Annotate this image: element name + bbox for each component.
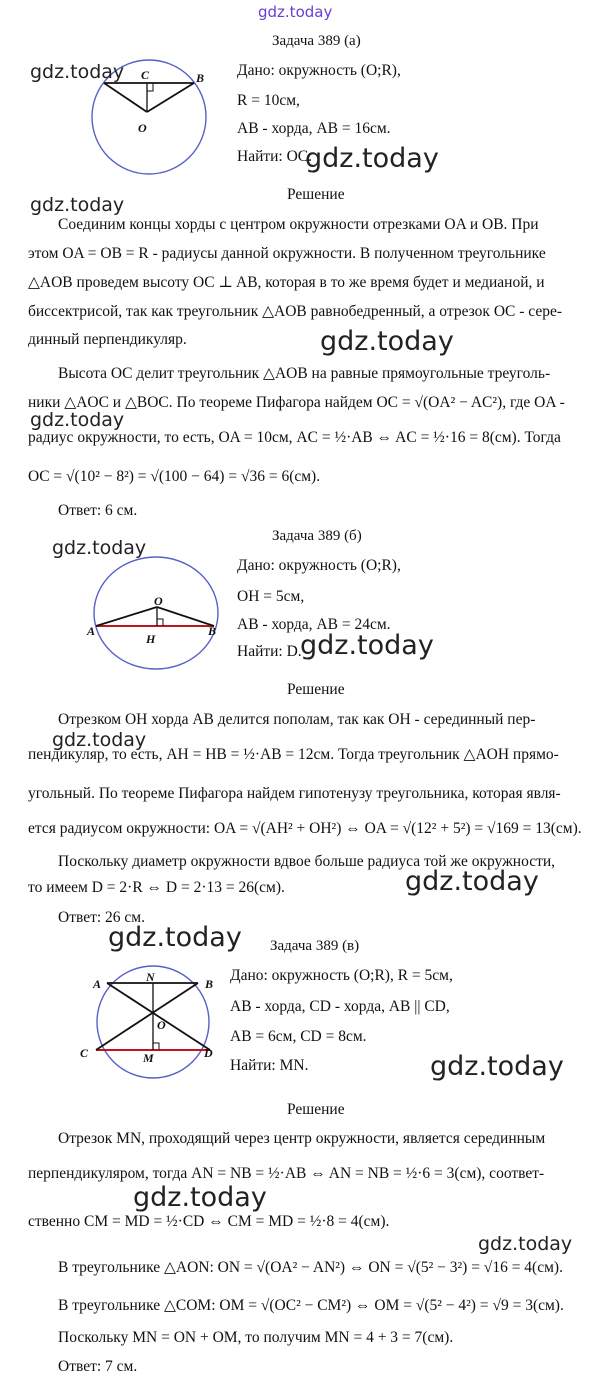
label-c-A: A [93, 977, 102, 991]
task-c-line-6: Поскольку MN = ON + OM, то получим MN = 4 + 3 = 7(см). [58, 1329, 454, 1346]
task-b-answer: Ответ: 26 см. [58, 909, 145, 926]
task-a-given-1: Дано: окружность (O;R), [237, 62, 401, 79]
label-c-O: O [157, 1018, 166, 1032]
task-c-line-2: перпендикуляром, тогда AN = NB = ½·AB ⇔ AN = NB = ½·6 = 3(см), соответ- [28, 1165, 545, 1182]
watermark: gdz.today [300, 630, 434, 661]
task-a-line-1: Соединим концы хорды с центром окружности отрезками OA и OB. При [58, 216, 539, 233]
task-c-find: Найти: MN. [230, 1057, 309, 1074]
watermark: gdz.today [30, 194, 125, 216]
task-b-title: Задача 389 (б) [272, 528, 362, 544]
label-c-C: C [80, 1046, 89, 1060]
task-c-given-1: Дано: окружность (O;R), R = 5см, [230, 967, 453, 984]
task-b-given-3: AB - хорда, AB = 24см. [237, 616, 391, 633]
watermark: gdz.today [320, 326, 454, 357]
label-c-B: B [205, 977, 214, 991]
task-a-line-6: Высота OC делит треугольник △AOB на равные прямоугольные треуголь- [58, 365, 551, 382]
label-a-B: B [196, 71, 205, 85]
task-c-solution-heading: Решение [287, 1101, 345, 1118]
watermark: gdz.today [430, 1051, 564, 1082]
watermark: gdz.today [30, 61, 125, 83]
task-c-given-2: AB - хорда, CD - хорда, AB || CD, [230, 998, 450, 1015]
label-a-O: O [138, 121, 147, 135]
task-a-line-5: динный перпендикуляр. [28, 331, 187, 348]
task-a-line-9: OC = √(10² − 8²) = √(100 − 64) = √36 = 6(см). [28, 468, 321, 485]
watermark: gdz.today [133, 1182, 267, 1213]
task-a-line-7: ники △AOC и △BOC. По теореме Пифагора найдем OC = √(OA² − AC²), где OA - [28, 394, 565, 411]
task-a-line-2: этом OA = OB = R - радиусы данной окружности. В полученном треугольнике [28, 245, 546, 262]
task-b-line-4: ется радиусом окружности: OA = √(AH² + OH²) ⇔ OA = √(12² + 5²) = √169 = 13(см). [28, 820, 582, 837]
task-b-line-5: Поскольку диаметр окружности вдвое больше радиуса той же окружности, [58, 853, 556, 870]
task-b-line-6: то имеем D = 2·R ⇔ D = 2·13 = 26(см). [28, 879, 285, 896]
task-b-solution-heading: Решение [287, 681, 345, 698]
task-a-line-4: биссектрисой, так как треугольник △AOB равнобедренный, а отрезок OC - сере- [28, 303, 563, 320]
task-a-given-2: R = 10см, [237, 92, 300, 109]
task-a-line-3: △AOB проведем высоту OC ⊥ AB, которая в то же время будет и медианой, и [28, 274, 545, 291]
label-b-A: A [87, 624, 96, 638]
task-a-line-8: радиус окружности, то есть, OA = 10см, AC = ½·AB ⇔ AC = ½·16 = 8(см). Тогда [28, 429, 561, 446]
label-b-H: H [146, 632, 156, 646]
task-b-given-2: OH = 5см, [237, 588, 305, 605]
task-c-line-5: В треугольнике △COM: OM = √(OC² − CM²) ⇔ OM = √(5² − 4²) = √9 = 3(см). [58, 1297, 564, 1314]
task-c-title: Задача 389 (в) [270, 938, 360, 954]
task-c-line-4: В треугольнике △AON: ON = √(OA² − AN²) ⇔ ON = √(5² − 3²) = √16 = 4(см). [58, 1259, 563, 1276]
label-c-M: M [143, 1051, 154, 1065]
watermark: gdz.today [52, 729, 147, 751]
label-c-D: D [204, 1046, 213, 1060]
task-c-line-1: Отрезок MN, проходящий через центр окружности, является серединным [58, 1130, 546, 1147]
task-a-find: Найти: OC. [237, 148, 313, 165]
watermark: gdz.today [30, 409, 125, 431]
site-header[interactable]: gdz.today [258, 3, 333, 21]
task-b-given-1: Дано: окружность (O;R), [237, 557, 401, 574]
task-a-answer: Ответ: 6 см. [58, 502, 138, 519]
label-a-C: C [141, 68, 150, 82]
task-c-given-3: AB = 6см, CD = 8см. [230, 1028, 367, 1045]
watermark: gdz.today [305, 143, 439, 174]
task-a-title: Задача 389 (а) [272, 33, 361, 49]
task-a-given-3: AB - хорда, AB = 16см. [237, 120, 391, 137]
task-b-find: Найти: D. [237, 643, 302, 660]
watermark: gdz.today [108, 922, 242, 953]
task-b-diagram [88, 555, 228, 675]
task-c-answer: Ответ: 7 см. [58, 1358, 138, 1375]
watermark: gdz.today [478, 1233, 573, 1255]
task-b-line-1: Отрезком OH хорда AB делится пополам, так как OH - серединный пер- [58, 711, 536, 728]
label-b-B: B [208, 624, 217, 638]
task-b-line-2: пендикуляр, то есть, AH = HB = ½·AB = 12см. Тогда треугольник △AOH прямо- [28, 746, 559, 763]
task-a-solution-heading: Решение [287, 186, 345, 203]
watermark: gdz.today [405, 866, 539, 897]
label-c-N: N [146, 970, 155, 984]
watermark: gdz.today [52, 537, 147, 559]
task-c-line-3: ственно CM = MD = ½·CD ⇔ CM = MD = ½·8 = 4(см). [28, 1213, 390, 1230]
task-b-line-3: угольный. По теореме Пифагора найдем гипотенузу треугольника, которая явля- [28, 785, 561, 802]
label-b-O: O [154, 594, 163, 608]
